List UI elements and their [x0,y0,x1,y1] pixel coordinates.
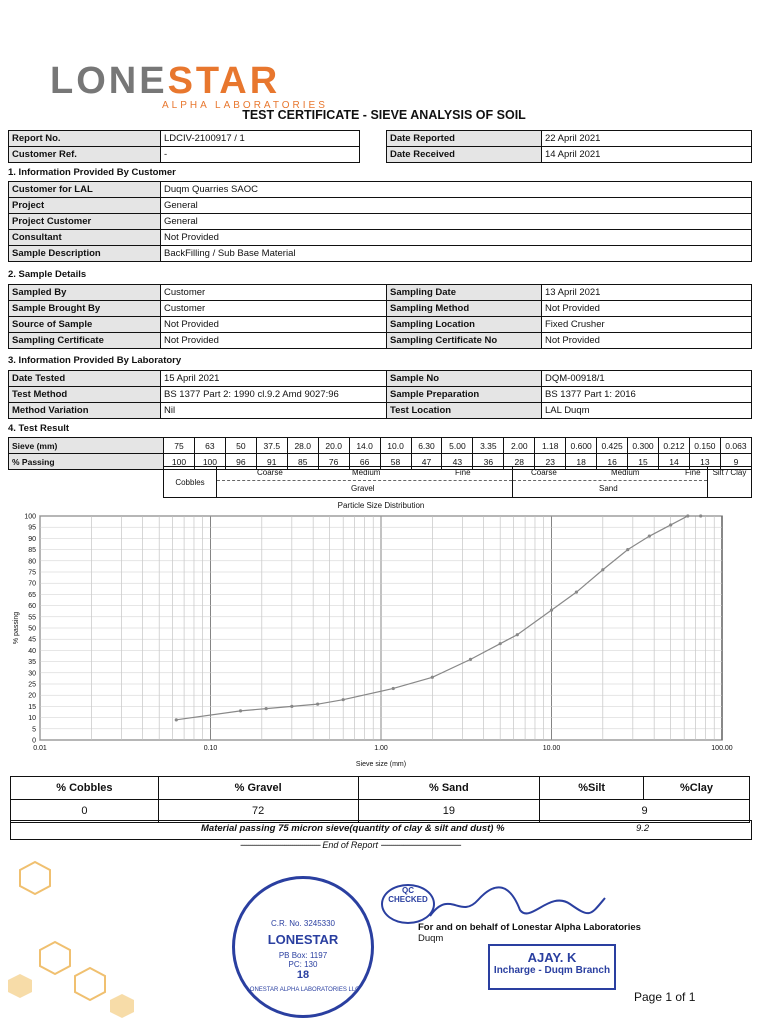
stamp-number: 18 [296,969,310,981]
table-row [9,371,752,387]
row-value: Customer [161,301,387,317]
x-tick-label: 0.01 [33,745,47,752]
row-label: Sample Description [9,246,161,262]
signature-icon [420,880,610,926]
y-tick-label: 0 [32,737,36,745]
incharge-name: AJAY. K [527,950,577,965]
data-point [290,705,293,708]
table-row [9,403,752,419]
section-1-heading: 1. Information Provided By Customer [8,167,176,178]
sieve-size-cell: 6.30 [411,438,442,454]
passing-cell: 66 [349,454,380,470]
stamp-pc: PC: 130 [288,960,318,969]
fines-passing-value: 9.2 [636,823,650,834]
data-point [431,676,434,679]
customer-ref-label: Customer Ref. [9,147,161,163]
y-tick-label: 5 [32,726,36,734]
passing-cell: 58 [380,454,411,470]
passing-cell: 96 [225,454,256,470]
end-of-report: ---------------------------------------- End of Report ---------------------------------------- [240,840,461,850]
passing-cell: 15 [628,454,659,470]
particle-size-chart [8,498,752,775]
gravel-value: 72 [158,800,358,823]
table-row [9,285,752,301]
data-point [392,687,395,690]
data-point [265,707,268,710]
row-value: General [161,214,752,230]
data-point [669,523,672,526]
stamp-cr-number: C.R. No. 3245330 [270,919,336,928]
row-value: Not Provided [161,230,752,246]
company-stamp [232,876,374,1018]
data-point [469,658,472,661]
row-value: General [161,198,752,214]
sieve-size-cell: 0.300 [628,438,659,454]
sieve-size-cell: 2.00 [504,438,535,454]
data-point [686,514,689,517]
y-tick-label: 25 [28,681,36,689]
table-row [9,317,752,333]
passing-cell: 91 [256,454,287,470]
y-tick-label: 85 [28,547,36,555]
sieve-size-cell: 0.212 [659,438,690,454]
incharge-stamp [488,944,616,990]
row-value: 15 April 2021 [161,371,387,387]
sieve-size-cell: 0.063 [720,438,751,454]
data-point [239,709,242,712]
passing-cell: 47 [411,454,442,470]
row-label: Consultant [9,230,161,246]
x-tick-label: 1.00 [374,745,388,752]
gravel-cell [216,466,513,498]
sieve-size-cell: 0.150 [689,438,720,454]
gravel-header: % Gravel [158,777,358,800]
sand-cell [512,466,708,498]
data-point [516,633,519,636]
clay-header: %Clay [644,777,750,800]
sieve-size-cell: 20.0 [318,438,349,454]
table-row [9,230,752,246]
row-label: Test Location [387,403,542,419]
data-point [626,548,629,551]
row-label: Sampling Method [387,301,542,317]
data-point [175,718,178,721]
passing-cell: 100 [164,454,195,470]
sieve-size-cell: 50 [225,438,256,454]
coarse-sand-label: Coarse [531,468,557,477]
row-label: Project Customer [9,214,161,230]
medium-gravel-label: Medium [352,468,381,477]
passing-cell: 13 [689,454,720,470]
x-axis-label: Sieve size (mm) [355,761,407,768]
sieve-size-cell: 10.0 [380,438,411,454]
sieve-size-cell: 75 [164,438,195,454]
sieve-size-cell: 0.600 [566,438,597,454]
row-label: Sampling Certificate [9,333,161,349]
page-number: Page 1 of 1 [634,990,696,1004]
cobbles-cell: Cobbles [163,466,217,498]
y-tick-label: 45 [28,636,36,644]
fine-sand-label: Fine [685,468,701,477]
cobbles-header: % Cobbles [11,777,159,800]
row-value: Duqm Quarries SAOC [161,182,752,198]
sieve-label: Sieve (mm) [9,438,164,454]
row-value: Nil [161,403,387,419]
y-tick-label: 15 [28,703,36,711]
data-point [550,608,553,611]
medium-sand-label: Medium [611,468,640,477]
sieve-size-cell: 63 [194,438,225,454]
row-value: LAL Duqm [542,403,752,419]
summary-table [10,776,750,823]
coarse-gravel-label: Coarse [257,468,283,477]
report-info-right [386,130,752,163]
y-tick-label: 70 [28,580,36,588]
y-tick-label: 35 [28,659,36,667]
row-value: Customer [161,285,387,301]
behalf-location: Duqm [418,933,444,944]
date-received-value: 14 April 2021 [542,147,752,163]
row-label: Source of Sample [9,317,161,333]
row-label: Customer for LAL [9,182,161,198]
section-3-heading: 3. Information Provided By Laboratory [8,355,182,366]
company-logo [50,62,328,111]
row-label: Sampling Location [387,317,542,333]
customer-info-table [8,181,752,262]
row-label: Sample Preparation [387,387,542,403]
logo-text-lone: LONE [50,60,168,102]
row-label: Project [9,198,161,214]
row-value: 13 April 2021 [542,285,752,301]
passing-cell: 9 [720,454,751,470]
fine-gravel-label: Fine [455,468,471,477]
date-reported-label: Date Reported [387,131,542,147]
incharge-role: Incharge - Duqm Branch [493,965,611,976]
row-label: Sample No [387,371,542,387]
data-point [316,703,319,706]
customer-ref-value: - [161,147,360,163]
table-row [9,333,752,349]
y-tick-label: 60 [28,603,36,611]
table-row [9,301,752,317]
passing-cell: 43 [442,454,473,470]
gravel-label: Gravel [351,484,375,493]
table-row [9,182,752,198]
data-point [575,591,578,594]
data-point [342,698,345,701]
particle-size-chart-svg [8,498,752,770]
fines-passing-label: Material passing 75 micron sieve(quantity of clay & silt and dust) % [201,823,505,834]
passing-cell: 28 [504,454,535,470]
qc-checked-stamp: QC CHECKED [381,884,435,924]
data-point [648,535,651,538]
row-label: Sample Brought By [9,301,161,317]
sieve-size-cell: 1.18 [535,438,566,454]
passing-cell: 16 [597,454,628,470]
silt-clay-value: 9 [540,800,750,823]
row-value: Not Provided [161,317,387,333]
sand-header: % Sand [358,777,540,800]
signatory-block [418,922,641,944]
report-no-label: Report No. [9,131,161,147]
report-info-left [8,130,360,163]
y-tick-label: 55 [28,614,36,622]
lab-info-table [8,370,752,419]
document-title: TEST CERTIFICATE - SIEVE ANALYSIS OF SOIL [242,108,526,122]
passing-label: % Passing [9,454,164,470]
sample-details-table [8,284,752,349]
sand-value: 19 [358,800,540,823]
data-point [499,642,502,645]
passing-cell: 36 [473,454,504,470]
stamp-logo: LONESTAR [267,932,339,947]
row-label: Sampled By [9,285,161,301]
passing-cell: 14 [659,454,690,470]
section-4-heading: 4. Test Result [8,423,70,434]
row-label: Date Tested [9,371,161,387]
y-tick-label: 20 [28,692,36,700]
table-row [9,246,752,262]
row-value: BS 1377 Part 1: 2016 [542,387,752,403]
sieve-size-cell: 0.425 [597,438,628,454]
sieve-size-cell: 28.0 [287,438,318,454]
table-row [9,387,752,403]
sand-label: Sand [599,484,618,493]
sieve-size-row [9,438,752,454]
chart-title: Particle Size Distribution [337,501,425,510]
sieve-size-cell: 14.0 [349,438,380,454]
row-value: BackFilling / Sub Base Material [161,246,752,262]
passing-cell: 85 [287,454,318,470]
y-axis-label: % passing [13,611,20,645]
table-row [9,198,752,214]
y-tick-label: 90 [28,535,36,543]
stamp-ring-text: LONESTAR ALPHA LABORATORIES LLC [246,987,360,993]
section-2-heading: 2. Sample Details [8,269,87,280]
y-tick-label: 50 [28,625,36,633]
y-tick-label: 100 [24,513,36,521]
soil-classification-band [163,466,752,496]
passing-cell: 100 [194,454,225,470]
hexagon-decoration-icon [0,850,160,1024]
silt-clay-cell: Silt / Clay [707,466,752,498]
y-tick-label: 40 [28,647,36,655]
data-point [601,568,604,571]
row-label: Test Method [9,387,161,403]
row-value: Not Provided [161,333,387,349]
cobbles-value: 0 [11,800,159,823]
y-tick-label: 10 [28,715,36,723]
stamp-pb-box: PB Box: 1197 [278,951,328,960]
data-point [699,514,702,517]
date-received-label: Date Received [387,147,542,163]
passing-cell: 18 [566,454,597,470]
report-no-value: LDCIV-2100917 / 1 [161,131,360,147]
x-tick-label: 100.00 [711,745,733,752]
logo-text-star: STAR [167,60,281,102]
row-value: BS 1377 Part 2: 1990 cl.9.2 Amd 9027:96 [161,387,387,403]
row-value: Not Provided [542,301,752,317]
row-label: Sampling Certificate No [387,333,542,349]
row-value: DQM-00918/1 [542,371,752,387]
y-tick-label: 75 [28,569,36,577]
passing-cell: 23 [535,454,566,470]
passing-cell: 76 [318,454,349,470]
row-value: Not Provided [542,333,752,349]
x-tick-label: 0.10 [203,745,218,752]
summary-header-row [11,777,750,800]
date-reported-value: 22 April 2021 [542,131,752,147]
behalf-text: For and on behalf of Lonestar Alpha Laboratories [418,922,641,933]
fines-passing-row [10,820,752,840]
row-label: Sampling Date [387,285,542,301]
y-tick-label: 30 [28,670,36,678]
logo-subtitle: ALPHA LABORATORIES [162,100,328,111]
y-tick-label: 80 [28,558,36,566]
row-label: Method Variation [9,403,161,419]
table-row [9,214,752,230]
sieve-size-cell: 37.5 [256,438,287,454]
y-tick-label: 65 [28,591,36,599]
row-value: Fixed Crusher [542,317,752,333]
y-tick-label: 95 [28,524,36,532]
silt-header: %Silt [540,777,644,800]
sieve-size-cell: 3.35 [473,438,504,454]
sieve-size-cell: 5.00 [442,438,473,454]
x-tick-label: 10.00 [542,745,561,752]
